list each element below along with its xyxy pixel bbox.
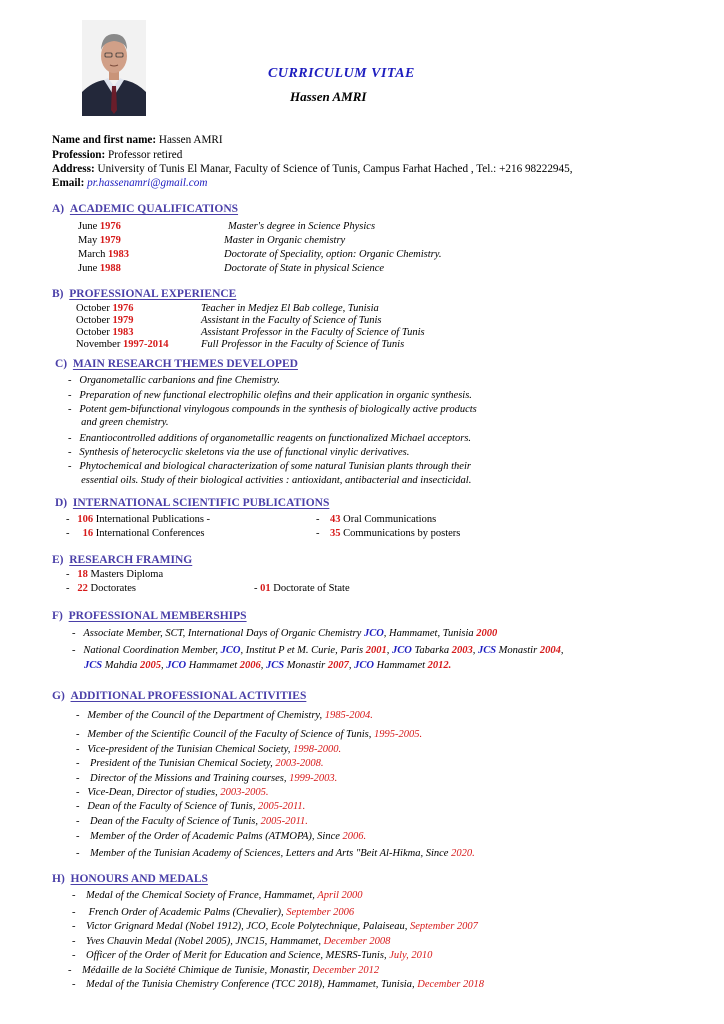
membership-text: Hammamet xyxy=(186,660,240,671)
activity-row xyxy=(76,758,324,769)
publication-conferences: - 16 International Conferences xyxy=(66,528,205,539)
activity-row xyxy=(76,831,366,842)
experience-month: October xyxy=(76,303,113,314)
section-letter: E) xyxy=(52,554,64,566)
honour-bullet: - xyxy=(68,965,82,976)
framing-count: 01 xyxy=(260,583,271,594)
activity-text: Member of the Tunisian Academy of Sciences, Letters and Arts "Beit Al-Hikma, Since xyxy=(87,848,452,859)
publication-count: 43 xyxy=(330,514,341,525)
experience-year: 1976 xyxy=(112,303,134,314)
membership-text: , xyxy=(348,660,355,671)
academic-year: 1979 xyxy=(99,235,121,246)
activity-bullet: - xyxy=(76,787,88,798)
academic-degree: Master in Organic chemistry xyxy=(224,235,346,246)
experience-position: Assistant Professor in the Faculty of Science of Tunis xyxy=(201,327,425,338)
publication-posters: - 35 Communications by posters xyxy=(316,528,461,539)
activity-row xyxy=(76,710,373,721)
activity-row xyxy=(76,816,308,827)
research-theme-line: - Phytochemical and biological characterization of some natural Tunisian plants through their xyxy=(68,461,471,472)
activity-bullet: - xyxy=(76,831,88,842)
profession-value: Professor retired xyxy=(105,149,183,161)
framing-masters: - 18 Masters Diploma xyxy=(66,569,164,580)
publication-international: - 106 International Publications - xyxy=(66,514,211,525)
activity-text: Vice-Dean, Director of studies, xyxy=(87,787,221,798)
honour-bullet: - xyxy=(72,950,86,961)
honour-bullet: - xyxy=(72,890,86,901)
honour-row xyxy=(72,907,354,918)
academic-degree: Doctorate of State in physical Science xyxy=(224,263,385,274)
experience-row xyxy=(76,315,133,326)
activity-years: 1995-2005. xyxy=(374,729,423,740)
experience-year: 1983 xyxy=(112,327,134,338)
section-research-heading xyxy=(55,358,298,370)
research-theme-line: - Preparation of new functional electrophilic olefins and their application in organic synthesis. xyxy=(68,390,472,401)
membership-text: , xyxy=(260,660,267,671)
activity-text: Member of the Council of the Department of Chemistry, xyxy=(87,710,325,721)
framing-label: Doctorates xyxy=(87,583,136,594)
publication-count: 35 xyxy=(330,528,341,539)
publication-label: Oral Communications xyxy=(340,514,437,525)
framing-state-doctorate: - 01 Doctorate of State xyxy=(254,583,350,594)
section-letter: G) xyxy=(52,690,65,702)
honour-row xyxy=(72,979,484,990)
membership-year: 2006 xyxy=(239,660,261,671)
document-title: CURRICULUM VITAE xyxy=(268,66,415,81)
membership-year: 2000 xyxy=(476,628,498,639)
experience-month: October xyxy=(76,327,113,338)
experience-year: 1979 xyxy=(112,315,134,326)
academic-month: June xyxy=(78,263,100,274)
publication-oral: - 43 Oral Communications xyxy=(316,514,437,525)
experience-position: Teacher in Medjez El Bab college, Tunisia xyxy=(201,303,379,314)
jco-tag: JCO xyxy=(363,628,384,639)
research-theme-line: essential oils. Study of their biological activities : antioxidant, antibacterial and insecticidal. xyxy=(68,475,472,486)
honour-date: July, 2010 xyxy=(389,950,433,961)
honour-date: December 2018 xyxy=(417,979,485,990)
section-title: HONOURS AND MEDALS xyxy=(70,873,208,885)
activity-text: Member of the Scientific Council of the Faculty of Science of Tunis, xyxy=(87,729,375,740)
section-title: PROFESSIONAL MEMBERSHIPS xyxy=(68,610,247,622)
honour-row xyxy=(72,890,363,901)
membership-year: 2005 xyxy=(140,660,162,671)
activity-bullet: - xyxy=(76,816,88,827)
academic-row xyxy=(78,221,121,232)
membership-national-line1: - National Coordination Member, JCO, Institut P et M. Curie, Paris 2001, JCO Tabarka 2003, JCS Monastir 2004, xyxy=(72,645,564,656)
framing-label: Doctorate of State xyxy=(270,583,350,594)
research-theme-line: - Enantiocontrolled additions of organometallic reagents on functionalized Michael acceptors. xyxy=(68,433,472,444)
honour-row xyxy=(72,921,478,932)
honour-date: September 2006 xyxy=(286,907,355,918)
publication-count: 106 xyxy=(77,514,94,525)
honour-date: December 2012 xyxy=(312,965,380,976)
research-theme-line: and green chemistry. xyxy=(68,417,169,428)
activity-row xyxy=(76,729,422,740)
academic-year: 1983 xyxy=(108,249,130,260)
email-link[interactable]: pr.hassenamri@gmail.com xyxy=(87,177,208,189)
membership-text: Monastir xyxy=(284,660,328,671)
honour-bullet: - xyxy=(72,907,86,918)
section-title: PROFESSIONAL EXPERIENCE xyxy=(69,288,237,300)
info-address-line xyxy=(52,163,573,175)
activity-row xyxy=(76,848,475,859)
activity-text: Dean of the Faculty of Science of Tunis, xyxy=(87,816,261,827)
academic-row xyxy=(78,249,129,260)
honour-row xyxy=(72,936,390,947)
profile-photo xyxy=(82,20,146,116)
activity-years: 1998-2000. xyxy=(292,744,342,755)
section-experience-heading xyxy=(52,288,236,300)
activity-row xyxy=(76,773,337,784)
experience-month: October xyxy=(76,315,113,326)
activity-text: Vice-president of the Tunisian Chemical Society, xyxy=(87,744,293,755)
honour-bullet: - xyxy=(72,921,86,932)
membership-text: Hammamet xyxy=(373,660,428,671)
activity-row xyxy=(76,744,341,755)
academic-month: May xyxy=(78,235,100,246)
academic-month: March xyxy=(78,249,109,260)
activity-years: 2003-2008. xyxy=(275,758,324,769)
activity-years: 2003-2005. xyxy=(220,787,269,798)
address-label: Address: xyxy=(52,163,95,175)
membership-year: 2001 xyxy=(365,645,387,656)
framing-count: 22 xyxy=(77,583,88,594)
section-title: ADDITIONAL PROFESSIONAL ACTIVITIES xyxy=(70,690,307,702)
honour-date: September 2007 xyxy=(409,921,478,932)
publication-label: International Publications - xyxy=(93,514,211,525)
section-letter: C) xyxy=(55,358,68,370)
membership-text: Monastir xyxy=(496,645,540,656)
name-value: Hassen AMRI xyxy=(156,134,223,146)
honour-date: April 2000 xyxy=(317,890,363,901)
section-letter: B) xyxy=(52,288,64,300)
jcs-tag: JCS xyxy=(477,645,497,656)
section-activities-heading xyxy=(52,690,306,702)
info-email-line xyxy=(52,177,207,189)
section-title: INTERNATIONAL SCIENTIFIC PUBLICATIONS xyxy=(72,497,330,509)
academic-row xyxy=(78,263,121,274)
section-letter: A) xyxy=(52,203,65,215)
membership-year: 2012. xyxy=(427,660,452,671)
person-name: Hassen AMRI xyxy=(290,89,367,104)
experience-row xyxy=(76,339,168,350)
membership-place: , Hammamet, Tunisia xyxy=(383,628,477,639)
academic-year: 1988 xyxy=(99,263,121,274)
academic-month: June xyxy=(78,221,100,232)
framing-label: Masters Diploma xyxy=(87,569,164,580)
activity-text: President of the Tunisian Chemical Society, xyxy=(87,758,276,769)
activity-bullet: - xyxy=(76,773,88,784)
publication-count: 16 xyxy=(82,528,94,539)
section-letter: F) xyxy=(52,610,63,622)
activity-text: Director of the Missions and Training courses, xyxy=(87,773,290,784)
research-theme-line: - Organometallic carbanions and fine Chemistry. xyxy=(68,375,280,386)
honour-text: Yves Chauvin Medal (Nobel 2005), JNC15, Hammamet, xyxy=(86,936,324,947)
publication-label: International Conferences xyxy=(93,528,205,539)
membership-national-line2 xyxy=(84,660,451,671)
jco-tag: JCO xyxy=(391,645,412,656)
academic-year: 1976 xyxy=(99,221,121,232)
section-title: MAIN RESEARCH THEMES DEVELOPED xyxy=(72,358,298,370)
section-title: RESEARCH FRAMING xyxy=(69,554,193,566)
honour-bullet: - xyxy=(72,936,86,947)
membership-text: , Institut P et M. Curie, Paris xyxy=(240,645,366,656)
activity-years: 2006. xyxy=(342,831,367,842)
info-name-line xyxy=(52,134,223,146)
honour-bullet: - xyxy=(72,979,86,990)
membership-text: , xyxy=(560,645,564,656)
academic-degree: Master's degree in Science Physics xyxy=(228,221,376,232)
profession-label: Profession: xyxy=(52,149,106,161)
membership-text: Mahdia xyxy=(102,660,141,671)
jcs-tag: JCS xyxy=(266,660,285,671)
membership-text: Tabarka xyxy=(411,645,452,656)
jco-tag: JCO xyxy=(220,645,241,656)
honour-text: Victor Grignard Medal (Nobel 1912), JCO, Ecole Polytechnique, Palaiseau, xyxy=(86,921,410,932)
section-title: ACADEMIC QUALIFICATIONS xyxy=(69,203,239,215)
activity-row xyxy=(76,801,305,812)
section-letter: H) xyxy=(52,873,65,885)
activity-years: 1999-2003. xyxy=(289,773,338,784)
experience-month: November xyxy=(76,339,123,350)
activity-years: 1985-2004. xyxy=(324,710,373,721)
activity-years: 2005-2011. xyxy=(257,801,306,812)
experience-row xyxy=(76,303,133,314)
research-theme-line: - Potent gem-bifunctional vinylogous compounds in the synthesis of biologically active products xyxy=(68,404,477,415)
honour-text: French Order of Academic Palms (Chevalier), xyxy=(86,907,287,918)
section-academic-heading xyxy=(52,203,238,215)
membership-year: 2007 xyxy=(327,660,349,671)
framing-doctorates: - 22 Doctorates xyxy=(66,583,136,594)
activity-text: Dean of the Faculty of Science of Tunis, xyxy=(87,801,258,812)
membership-year: 2004 xyxy=(539,645,561,656)
activity-bullet: - xyxy=(76,729,88,740)
name-label: Name and first name: xyxy=(52,134,157,146)
framing-count: 18 xyxy=(77,569,88,580)
section-letter: D) xyxy=(55,497,68,509)
activity-years: 2020. xyxy=(451,848,475,859)
activity-bullet: - xyxy=(76,848,88,859)
academic-degree: Doctorate of Speciality, option: Organic Chemistry. xyxy=(224,249,442,260)
honour-text: Medal of the Tunisia Chemistry Conference (TCC 2018), Hammamet, Tunisia, xyxy=(86,979,418,990)
research-theme-line: - Synthesis of heterocyclic skeletons via the use of functional vinylic derivatives. xyxy=(68,447,410,458)
activity-text: Member of the Order of Academic Palms (ATMOPA), Since xyxy=(87,831,343,842)
honour-row xyxy=(68,965,379,976)
activity-bullet: - xyxy=(76,801,88,812)
membership-text: National Coordination Member, xyxy=(83,645,221,656)
honour-text: Médaille de la Société Chimique de Tunisie, Monastir, xyxy=(82,965,313,976)
section-framing-heading xyxy=(52,554,192,566)
activity-bullet: - xyxy=(76,744,88,755)
membership-year: 2003 xyxy=(451,645,473,656)
membership-text: , xyxy=(386,645,392,656)
experience-position: Full Professor in the Faculty of Science of Tunis xyxy=(201,339,405,350)
section-publications-heading xyxy=(55,497,329,509)
activity-bullet: - xyxy=(76,758,88,769)
info-profession-line xyxy=(52,149,182,161)
activity-row xyxy=(76,787,268,798)
membership-text: Associate Member, SCT, International Days of Organic Chemistry xyxy=(83,628,364,639)
jco-tag: JCO xyxy=(166,660,187,671)
experience-year: 1997-2014 xyxy=(122,339,169,350)
section-memberships-heading xyxy=(52,610,247,622)
jco-tag: JCO xyxy=(354,660,374,671)
membership-text: , xyxy=(161,660,167,671)
academic-row xyxy=(78,235,121,246)
section-honours-heading xyxy=(52,873,208,885)
publication-label: Communications by posters xyxy=(340,528,461,539)
membership-text: , xyxy=(472,645,478,656)
address-value: University of Tunis El Manar, Faculty of Science of Tunis, Campus Farhat Hached , Tel.: +216 98222945, xyxy=(94,163,573,175)
honour-text: Medal of the Chemical Society of France, Hammamet, xyxy=(86,890,318,901)
jcs-tag: JCS xyxy=(84,660,103,671)
activity-years: 2005-2011. xyxy=(260,816,308,827)
honour-row xyxy=(72,950,432,961)
experience-position: Assistant in the Faculty of Science of Tunis xyxy=(201,315,382,326)
experience-row xyxy=(76,327,133,338)
activity-bullet: - xyxy=(76,710,88,721)
email-label: Email: xyxy=(52,177,88,189)
honour-text: Officer of the Order of Merit for Education and Science, MESRS-Tunis, xyxy=(86,950,390,961)
membership-associate: - Associate Member, SCT, International Days of Organic Chemistry JCO, Hammamet, Tunisia 2000 xyxy=(72,628,498,639)
honour-date: December 2008 xyxy=(323,936,391,947)
